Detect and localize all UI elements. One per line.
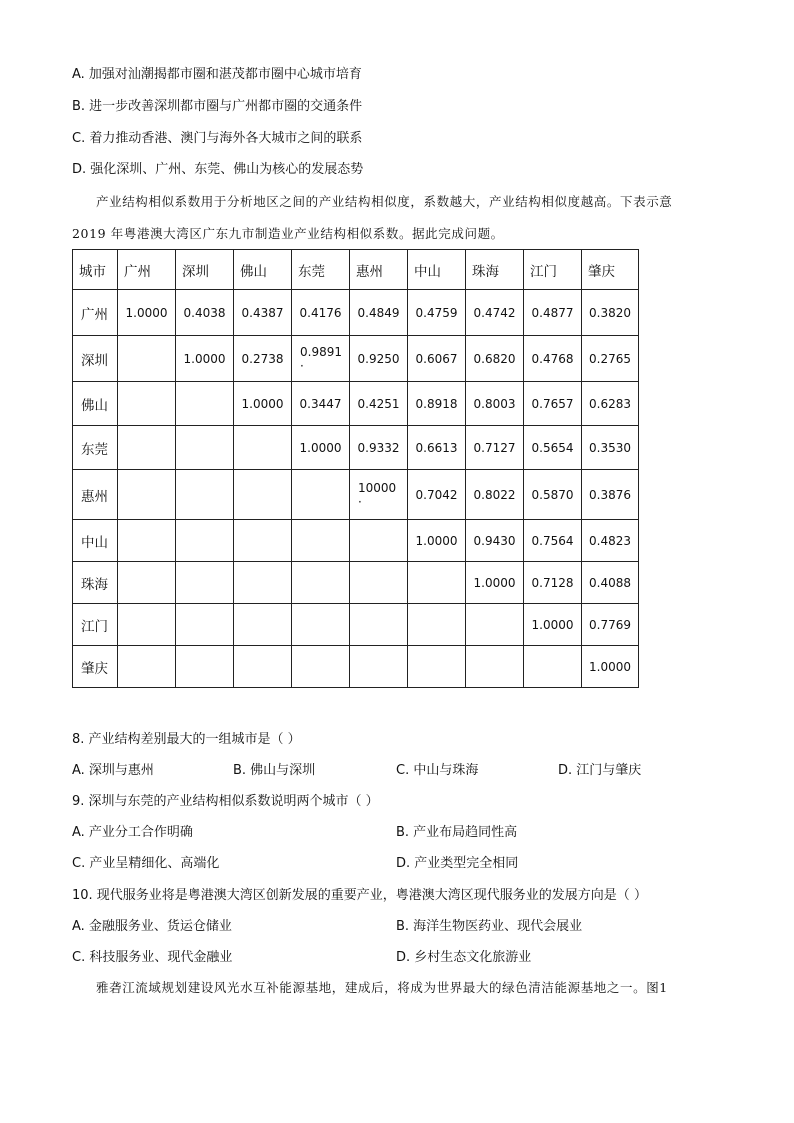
q10-option-c[interactable]: C. 科技服务业、现代金融业 [72,950,233,965]
table-row [73,336,639,382]
prev-option-b: B. 进一步改善深圳都市圈与广州都市圈的交通条件 [72,99,363,114]
table-cell: 0.4251 [350,382,408,426]
table-cell: 0.7127 [466,426,524,470]
table-cell [234,520,292,562]
table-body [73,290,639,688]
q9-option-d[interactable]: D. 产业类型完全相同 [396,856,519,871]
table-row [73,290,639,336]
table-cell [176,520,234,562]
table-cell: 0.4088 [582,562,639,604]
table-cell [118,520,176,562]
table-header-cell: 肇庆 [582,250,639,290]
table-cell: 0.7128 [524,562,582,604]
similarity-table [72,249,639,688]
q9-option-c[interactable]: C. 产业呈精细化、高端化 [72,856,220,871]
table-cell: 0.3876 [582,470,639,520]
table-row [73,562,639,604]
table-cell [350,562,408,604]
table-row [73,520,639,562]
table-header-cell: 城市 [73,250,118,290]
q8-option-a[interactable]: A. 深圳与惠州 [72,763,154,778]
prev-option-d: D. 强化深圳、广州、东莞、佛山为核心的发展态势 [72,162,364,177]
table-row-city: 佛山 [73,382,118,426]
table-cell: 0.9332 [350,426,408,470]
table-cell [350,520,408,562]
table-cell: 0.4038 [176,290,234,336]
table-cell: 0.6283 [582,382,639,426]
table-cell [408,562,466,604]
table-row-city: 广州 [73,290,118,336]
table-header-cell: 佛山 [234,250,292,290]
table-header-cell: 深圳 [176,250,234,290]
table-row [73,646,639,688]
table-cell [350,646,408,688]
table-cell: 1.0000 [466,562,524,604]
table-cell [466,646,524,688]
table-cell: 0.2738 [234,336,292,382]
table-cell: 0.9250 [350,336,408,382]
table-cell: 0.4823 [582,520,639,562]
intro-line-2: 2019 年粤港澳大湾区广东九市制造业产业结构相似系数。据此完成问题。 [72,226,504,241]
table-cell: 0.7657 [524,382,582,426]
table-cell: 0.3530 [582,426,639,470]
q10-option-a[interactable]: A. 金融服务业、货运仓储业 [72,919,232,934]
table-header-cell: 惠州 [350,250,408,290]
table-cell [234,562,292,604]
table-header-cell: 珠海 [466,250,524,290]
table-cell: 0.4849 [350,290,408,336]
table-cell [408,604,466,646]
table-cell [176,604,234,646]
table-cell [292,604,350,646]
table-cell [118,646,176,688]
table-row-city: 惠州 [73,470,118,520]
table-cell: 0.8918 [408,382,466,426]
q10-option-b[interactable]: B. 海洋生物医药业、现代会展业 [396,919,583,934]
table-row-city: 东莞 [73,426,118,470]
table-cell: 0.6067 [408,336,466,382]
table-cell [118,336,176,382]
table-cell [118,470,176,520]
q10-option-d[interactable]: D. 乡村生态文化旅游业 [396,950,532,965]
table-cell [292,470,350,520]
table-cell: 0.8022 [466,470,524,520]
table-row [73,470,639,520]
table-cell: 1.0000 [176,336,234,382]
table-cell: 0.5870 [524,470,582,520]
prev-option-a: A. 加强对汕潮揭都市圈和湛茂都市圈中心城市培育 [72,67,362,82]
table-cell: 1.0000 [292,426,350,470]
table-row [73,604,639,646]
table-cell: 0.4759 [408,290,466,336]
table-header-cell: 广州 [118,250,176,290]
q9-option-b[interactable]: B. 产业布局趋同性高 [396,825,518,840]
table-cell [176,646,234,688]
table-cell: 1.0000 [118,290,176,336]
table-cell [234,470,292,520]
table-row-city: 江门 [73,604,118,646]
table-cell [118,426,176,470]
table-header-cell: 东莞 [292,250,350,290]
table-cell: 0.4387 [234,290,292,336]
next-passage-line: 雅砻江流域规划建设风光水互补能源基地，建成后，将成为世界最大的绿色清洁能源基地之一。图1 [96,980,668,995]
table-cell: 0.7042 [408,470,466,520]
table-row-city: 中山 [73,520,118,562]
table-cell [466,604,524,646]
table-cell: 1.0000 [582,646,639,688]
table-cell: 0.3820 [582,290,639,336]
table-cell [118,604,176,646]
table-cell [176,470,234,520]
table-cell: 0.8003 [466,382,524,426]
q8-option-c[interactable]: C. 中山与珠海 [396,763,479,778]
table-cell: 1.0000 [234,382,292,426]
table-cell [292,562,350,604]
table-cell: 0.6613 [408,426,466,470]
q10-stem: 10. 现代服务业将是粤港澳大湾区创新发展的重要产业，粤港澳大湾区现代服务业的发展方向是（ ） [72,888,647,903]
table-cell: 0.4768 [524,336,582,382]
prev-option-c: C. 着力推动香港、澳门与海外各大城市之间的联系 [72,131,363,146]
table-header-cell: 中山 [408,250,466,290]
intro-line-1: 产业结构相似系数用于分析地区之间的产业结构相似度，系数越大，产业结构相似度越高。下表示意 [96,194,673,209]
q8-stem: 8. 产业结构差别最大的一组城市是（ ） [72,732,301,747]
q8-option-b[interactable]: B. 佛山与深圳 [233,763,316,778]
table-cell [176,562,234,604]
table-cell: 0.7769 [582,604,639,646]
table-cell [176,426,234,470]
table-cell [350,604,408,646]
table-cell: 0.4877 [524,290,582,336]
table-cell [118,382,176,426]
q9-option-a[interactable]: A. 产业分工合作明确 [72,825,193,840]
table-cell [118,562,176,604]
table-cell: 0.4176 [292,290,350,336]
table-cell: 0.6820 [466,336,524,382]
table-cell: 0.7564 [524,520,582,562]
table-cell [524,646,582,688]
table-cell: 10000 · [350,470,408,520]
q8-option-d[interactable]: D. 江门与肇庆 [558,763,642,778]
table-cell [234,604,292,646]
table-cell [234,426,292,470]
table-cell: 0.3447 [292,382,350,426]
table-cell: 0.9891 · [292,336,350,382]
table-row-city: 深圳 [73,336,118,382]
table-cell: 0.4742 [466,290,524,336]
table-row [73,382,639,426]
table-header-cell: 江门 [524,250,582,290]
table-cell [292,520,350,562]
table-cell: 0.9430 [466,520,524,562]
table-cell [408,646,466,688]
table-cell [176,382,234,426]
table-row [73,426,639,470]
table-header-row [73,250,639,290]
q9-stem: 9. 深圳与东莞的产业结构相似系数说明两个城市（ ） [72,794,379,809]
table-cell: 0.5654 [524,426,582,470]
table-cell: 1.0000 [408,520,466,562]
table-row-city: 珠海 [73,562,118,604]
table-cell: 1.0000 [524,604,582,646]
table-cell [292,646,350,688]
table-row-city: 肇庆 [73,646,118,688]
intro-paragraph [72,186,722,250]
table-cell: 0.2765 [582,336,639,382]
table-cell [234,646,292,688]
